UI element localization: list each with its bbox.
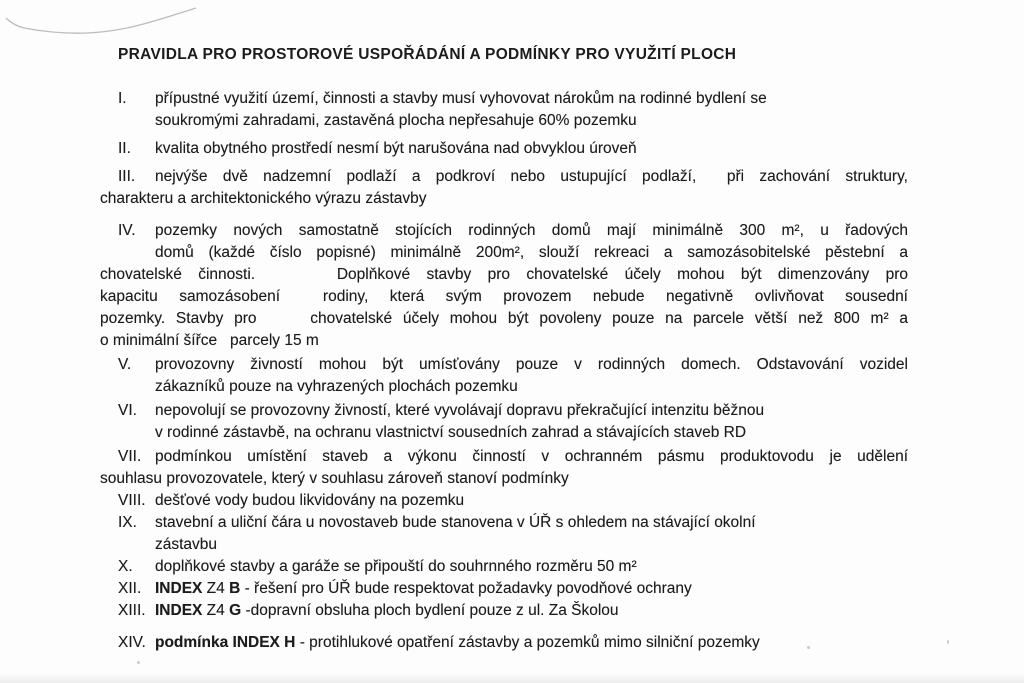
rule-item: [100, 578, 908, 600]
emphasized-text: podmínka INDEX H: [155, 634, 296, 651]
item-line: [100, 512, 908, 534]
item-line: [100, 490, 908, 512]
item-numeral: VII.: [118, 448, 142, 465]
body-text: dešťové vody budou likvidovány na pozemku: [155, 492, 465, 509]
rule-item: [100, 354, 908, 398]
body-text: chovatelské činnosti. Doplňkové stavby pro chovatelské účely mohou být dimenzovány pro: [100, 266, 908, 283]
item-line: [100, 578, 908, 600]
emphasized-text: G: [229, 602, 242, 619]
item-numeral: X.: [118, 558, 133, 575]
rule-item: [100, 138, 908, 160]
body-text: o minimální šířce parcely 15 m: [100, 332, 319, 349]
item-line: [100, 110, 908, 132]
body-text: v rodinné zástavbě, na ochranu vlastnictví sousedních zahrad a stávajících staveb RD: [155, 424, 747, 441]
emphasized-text: INDEX: [155, 602, 203, 619]
rule-item: [100, 446, 908, 490]
item-numeral: IV.: [118, 222, 136, 239]
body-text: - řešení pro ÚŘ bude respektovat požadavky povodňové ochrany: [240, 580, 692, 597]
rule-item: [100, 220, 908, 352]
document-content: [100, 45, 908, 654]
body-text: kapacitu samozásobení rodiny, která svým provozem nebude negativně ovlivňovat sousední: [100, 288, 908, 305]
item-numeral: VI.: [118, 402, 137, 419]
item-numeral: XII.: [118, 580, 142, 597]
item-line: [100, 600, 908, 622]
body-text: zástavbu: [155, 536, 218, 553]
scan-speck: [947, 640, 949, 644]
rule-item: [100, 166, 908, 210]
item-line: [100, 354, 908, 376]
rule-item: [100, 600, 908, 622]
item-numeral: I.: [118, 90, 127, 107]
scan-speck: [807, 646, 810, 649]
body-text: kvalita obytného prostředí nesmí být narušována nad obvyklou úroveň: [155, 140, 637, 157]
item-line: [100, 446, 908, 468]
item-line: [100, 188, 908, 210]
body-text: přípustné využití území, činnosti a stavby musí vyhovovat nárokům na rodinné bydlení se: [155, 90, 767, 107]
item-line: [100, 534, 908, 556]
body-text: - protihlukové opatření zástavby a pozemků mimo silniční pozemky: [295, 634, 760, 651]
item-numeral: V.: [118, 356, 132, 373]
scan-speck: [137, 661, 140, 664]
body-text: stavební a uliční čára u novostaveb bude stanovena v ÚŘ s ohledem na stávající okolní: [155, 514, 756, 531]
rule-item: [100, 632, 908, 654]
body-text: zákazníků pouze na vyhrazených plochách pozemku: [155, 378, 518, 395]
body-text: podmínkou umístění staveb a výkonu činností v ochranném pásmu produktovodu je udělení: [155, 448, 908, 465]
item-numeral: IX.: [118, 514, 137, 531]
item-line: [100, 556, 908, 578]
body-text: Z4: [202, 580, 230, 597]
item-line: [100, 376, 908, 398]
item-numeral: XIV.: [118, 634, 146, 651]
body-text: nepovolují se provozovny živností, které vyvolávají dopravu překračující intenzitu běžnou: [155, 402, 765, 419]
item-line: [100, 138, 908, 160]
body-text: nejvýše dvě nadzemní podlaží a podkroví nebo ustupující podlaží, při zachování struktury,: [155, 168, 908, 185]
body-text: doplňkové stavby a garáže se připouští do souhrnného rozměru 50 m²: [155, 558, 637, 575]
rule-item: [100, 88, 908, 132]
emphasized-text: B: [229, 580, 241, 597]
item-line: [100, 330, 908, 352]
emphasized-text: INDEX: [155, 580, 203, 597]
item-line: [100, 400, 908, 422]
rule-item: [100, 556, 908, 578]
body-text: -dopravní obsluha ploch bydlení pouze z ul. Za Školou: [241, 602, 619, 619]
item-numeral: XIII.: [118, 602, 146, 619]
body-text: pozemky. Stavby pro chovatelské účely mohou být povoleny pouze na parcele větší než 800 m² a: [100, 310, 908, 327]
item-line: [100, 242, 908, 264]
item-numeral: III.: [118, 168, 136, 185]
item-line: [100, 632, 908, 654]
body-text: soukromými zahradami, zastavěná plocha nepřesahuje 60% pozemku: [155, 112, 637, 129]
item-numeral: VIII.: [118, 492, 146, 509]
item-line: [100, 166, 908, 188]
body-text: domů (každé číslo popisné) minimálně 200m², slouží rekreaci a samozásobitelské pěstební a: [155, 244, 908, 261]
body-text: souhlasu provozovatele, který v souhlasu zároveň stanoví podmínky: [100, 470, 569, 487]
body-text: Z4: [202, 602, 230, 619]
item-line: [100, 308, 908, 330]
item-line: [100, 88, 908, 110]
body-text: provozovny živností mohou být umísťovány pouze v rodinných domech. Odstavování vozidel: [155, 356, 908, 373]
item-line: [100, 468, 908, 490]
body-text: pozemky nových samostatně stojících rodinných domů mají minimálně 300 m², u řadových: [155, 222, 908, 239]
item-line: [100, 286, 908, 308]
item-line: [100, 422, 908, 444]
rule-item: [100, 490, 908, 512]
rule-item: [100, 512, 908, 556]
rule-item: [100, 400, 908, 444]
body-text: charakteru a architektonického výrazu zástavby: [100, 190, 427, 207]
item-line: [100, 220, 908, 242]
item-line: [100, 264, 908, 286]
rules-list: [100, 88, 908, 654]
page-title: PRAVIDLA PRO PROSTOROVÉ USPOŘÁDÁNÍ A PODMÍNKY PRO VYUŽITÍ PLOCH: [118, 46, 737, 63]
item-numeral: II.: [118, 140, 131, 157]
